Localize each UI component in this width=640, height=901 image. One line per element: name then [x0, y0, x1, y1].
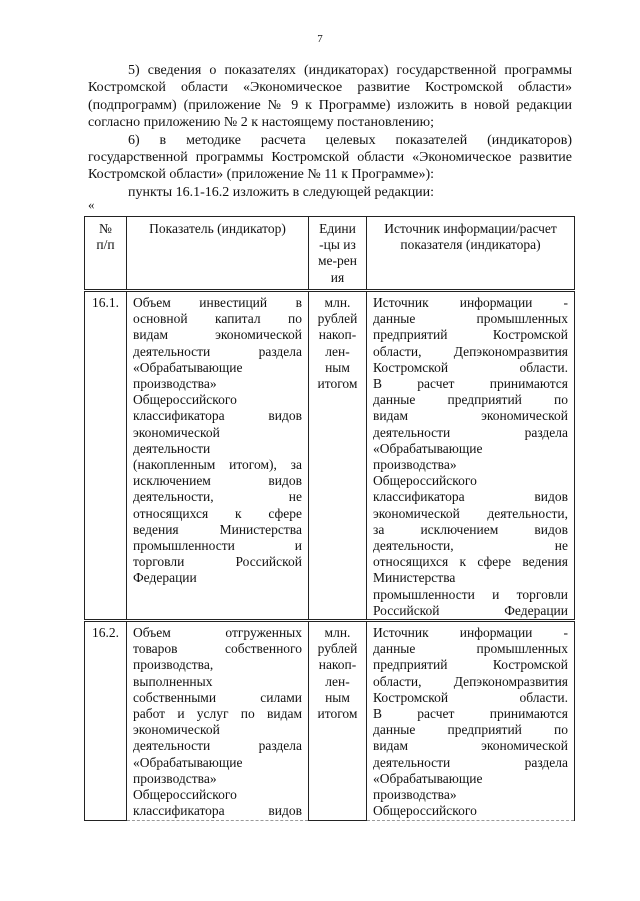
cell-line: работ и услуг по видам	[133, 706, 302, 722]
indicator-cell	[127, 291, 309, 621]
cell-line: деятельности раздела	[373, 424, 568, 440]
unit-line: ным	[325, 689, 350, 705]
paragraph-points: пункты 16.1-16.2 изложить в следующей редакции:	[128, 184, 435, 200]
cell-line: производства,	[133, 657, 214, 673]
cell-line: Источник информации -	[373, 295, 568, 310]
cell-line: Общероссийского	[133, 392, 237, 408]
row-number: 16.1.	[85, 291, 127, 621]
unit-cell	[309, 621, 367, 820]
header-unit: Едини-цы изме-рения	[309, 217, 367, 291]
cell-line: Российской Федерации	[373, 602, 568, 618]
cell-line: видам экономической	[373, 738, 568, 754]
unit-line: рублей	[317, 641, 358, 657]
cell-line: предприятий Костромской	[373, 657, 568, 673]
cell-line: ведения Министерства	[133, 521, 302, 537]
body-text	[88, 62, 572, 201]
unit-line: накоп-	[318, 327, 357, 343]
cell-line: данные предприятий по	[373, 392, 568, 408]
cell-line: классификатора видов	[133, 803, 302, 819]
cell-line: экономической	[133, 722, 220, 738]
source-cell	[367, 291, 575, 621]
header-num: № п/п	[85, 217, 127, 291]
cell-line: Объем инвестиций в	[133, 295, 302, 310]
header-source: Источник информации/расчет показателя (индикатора)	[367, 217, 575, 291]
cell-line: Костромской области.	[373, 689, 568, 705]
cell-line: товаров собственного	[133, 641, 302, 657]
unit-line: млн.	[324, 625, 351, 641]
cell-line: Объем отгруженных	[133, 625, 302, 641]
cell-line: предприятий Костромской	[373, 327, 568, 343]
paragraph-5: 5) сведения о показателях (индикаторах) государственной программы Костромской области «Экономическое развитие Костромской области» (подпрограмм) (приложение № 9 к Программе) изложить в новой редакции согласно приложению № 2 к настоящему постановлению;	[88, 63, 572, 131]
cell-line: (накопленным итогом), за	[133, 457, 302, 473]
cell-line: производства»	[373, 457, 457, 473]
cell-line: Министерства	[373, 570, 456, 586]
cell-line: собственными силами	[133, 689, 302, 705]
unit-line: итогом	[317, 376, 358, 392]
unit-line: накоп-	[318, 657, 357, 673]
cell-line: классификатора видов	[133, 408, 302, 424]
unit-line: ным	[325, 359, 350, 375]
cell-line: данные промышленных	[373, 311, 568, 327]
unit-line: млн.	[324, 295, 351, 310]
source-cell	[367, 621, 575, 820]
page-number: 7	[317, 33, 323, 45]
cell-line: «Обрабатывающие	[373, 770, 483, 786]
cell-line: Федерации	[133, 570, 197, 586]
cell-line: «Обрабатывающие	[133, 754, 243, 770]
paragraph-6: 6) в методике расчета целевых показателей (индикаторов) государственной программы Костромской области «Экономическое развитие Костромской области» (приложение № 11 к Программе»):	[88, 132, 572, 183]
table-row	[85, 621, 575, 820]
row-number: 16.2.	[85, 621, 127, 820]
cell-line: видам экономической	[373, 408, 568, 424]
cell-line: данные предприятий по	[373, 722, 568, 738]
table-row	[85, 291, 575, 621]
cell-line: классификатора видов	[373, 489, 568, 505]
indicators-table	[84, 216, 575, 821]
cell-line: В расчет принимаются	[373, 376, 568, 392]
cell-line: промышленности и	[133, 538, 302, 554]
cell-line: видам экономической	[133, 327, 302, 343]
cell-line: Общероссийского	[133, 787, 237, 803]
indicator-cell	[127, 621, 309, 820]
unit-line: рублей	[317, 311, 358, 327]
cell-line: за исключением видов	[373, 521, 568, 537]
cell-line: Общероссийского	[373, 803, 477, 819]
cell-line: Костромской области.	[373, 359, 568, 375]
table-header-row	[85, 217, 575, 291]
cell-line: основной капитал по	[133, 311, 302, 327]
opening-quote: «	[88, 197, 95, 212]
cell-line: относящихся к сфере	[133, 505, 302, 521]
cell-line: относящихся к сфере ведения	[373, 554, 568, 570]
cell-line: экономической деятельности,	[373, 505, 568, 521]
cell-line: выполненных	[133, 673, 213, 689]
cell-line: области, Депэкономразвития	[373, 343, 568, 359]
cell-line: В расчет принимаются	[373, 706, 568, 722]
unit-line: итогом	[317, 706, 358, 722]
cell-line: промышленности и торговли	[373, 586, 568, 602]
cell-line: деятельности, не	[133, 489, 302, 505]
cell-line: области, Депэкономразвития	[373, 673, 568, 689]
cell-line: деятельности раздела	[133, 738, 302, 754]
cell-line: экономической	[133, 424, 220, 440]
unit-cell	[309, 291, 367, 621]
cell-line: Источник информации -	[373, 625, 568, 641]
cell-line: производства»	[133, 770, 217, 786]
cell-line: исключением видов	[133, 473, 302, 489]
cell-line: торговли Российской	[133, 554, 302, 570]
cell-line: деятельности	[133, 440, 211, 456]
cell-line: производства»	[373, 787, 457, 803]
cell-line: «Обрабатывающие	[373, 440, 483, 456]
cell-line: данные промышленных	[373, 641, 568, 657]
unit-line: лен-	[325, 343, 350, 359]
cell-line: «Обрабатывающие	[133, 359, 243, 375]
header-indicator: Показатель (индикатор)	[127, 217, 309, 291]
unit-line: лен-	[325, 673, 350, 689]
cell-line: Общероссийского	[373, 473, 477, 489]
cell-line: деятельности раздела	[373, 754, 568, 770]
cell-line: деятельности, не	[373, 538, 568, 554]
cell-line: деятельности раздела	[133, 343, 302, 359]
cell-line: производства»	[133, 376, 217, 392]
